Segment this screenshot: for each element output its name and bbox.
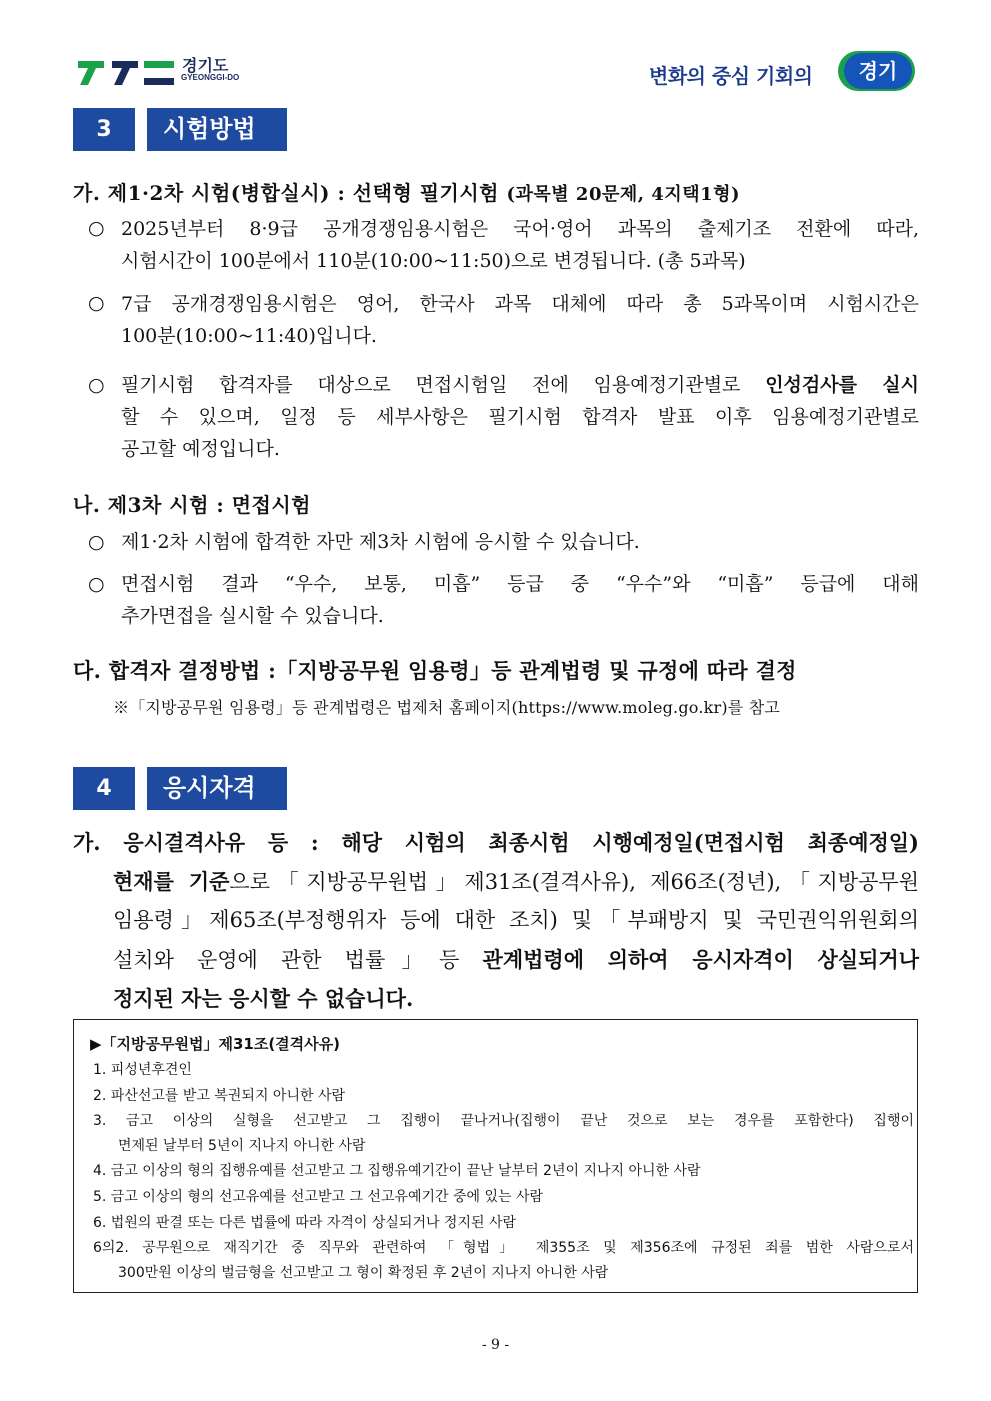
bullet-icon: ○ [88, 573, 105, 595]
section-number: 3 [73, 108, 135, 151]
logo-text: 경기도 [182, 56, 229, 75]
gyeonggi-logo-icon [76, 58, 176, 92]
qualification-line: 임용령」제65조(부정행위자 등에 대한 조치) 및「부패방지 및 국민권익위원회의 [113, 908, 919, 932]
paragraph: 제1·2차 시험에 합격한 자만 제3차 시험에 응시할 수 있습니다. [121, 531, 640, 553]
qualification-line: 가. 응시결격사유 등 : 해당 시험의 최종시험 시행예정일(면접시험 최종예정일) [73, 830, 919, 855]
list-item: 4. 금고 이상의 형의 집행유예를 선고받고 그 집행유예기간이 끝난 날부터 2년이 지나지 아니한 사람 [93, 1163, 701, 1179]
list-item: 면제된 날부터 5년이 지나지 아니한 사람 [118, 1138, 366, 1154]
paragraph: 할 수 있으며, 일정 등 세부사항은 필기시험 합격자 발표 이후 임용예정기관별로 [121, 406, 919, 428]
bullet-icon: ○ [88, 292, 105, 314]
list-item: 3. 금고 이상의 실형을 선고받고 그 집행이 끝나거나(집행이 끝난 것으로 보는 경우를 포함한다) 집행이 [93, 1113, 914, 1129]
list-item: 1. 피성년후견인 [93, 1062, 192, 1078]
paragraph: 면접시험 결과 “우수, 보통, 미흡” 등급 중 “우수”와 “미흡” 등급에 대해 [121, 573, 919, 595]
paragraph: 추가면접을 실시할 수 있습니다. [121, 605, 384, 627]
bullet-icon: ○ [88, 217, 105, 239]
subsection-heading: 다. 합격자 결정방법 :「지방공무원 임용령」등 관계법령 및 규정에 따라 결정 [73, 658, 797, 683]
bullet-icon: ○ [88, 374, 105, 396]
paragraph: 7급 공개경쟁임용시험은 영어, 한국사 과목 대체에 따라 총 5과목이며 시험시간은 [121, 293, 919, 315]
paragraph: 시험시간이 100분에서 110분(10:00~11:50)으로 변경됩니다. (총 5과목) [121, 250, 746, 272]
list-item: 5. 금고 이상의 형의 선고유예를 선고받고 그 선고유예기간 중에 있는 사람 [93, 1189, 544, 1205]
subsection-heading: 나. 제3차 시험 : 면접시험 [73, 493, 311, 517]
list-item: 300만원 이상의 벌금형을 선고받고 그 형이 확정된 후 2년이 지나지 아니한 사람 [118, 1265, 609, 1281]
paragraph: 필기시험 합격자를 대상으로 면접시험일 전에 임용예정기관별로 인성검사를 실시 [121, 374, 920, 396]
section-title: 응시자격 [147, 767, 287, 810]
slogan-badge: 경기 [844, 53, 912, 89]
section-title: 시험방법 [147, 108, 287, 151]
logo-subtext: GYEONGGI-DO [181, 73, 240, 82]
subsection-heading: 가. 제1·2차 시험(병합실시) : 선택형 필기시험 (과목별 20문제, 4지택1형) [73, 181, 741, 205]
list-item: 2. 파산선고를 받고 복권되지 아니한 사람 [93, 1088, 345, 1104]
qualification-line: 현재를 기준으로「지방공무원법」제31조(결격사유), 제66조(정년),「지방공무원 [113, 869, 919, 894]
qualification-line: 정지된 자는 응시할 수 없습니다. [113, 986, 414, 1011]
slogan: 변화의 중심 기회의 [649, 64, 813, 88]
box-title: ▶「지방공무원법」제31조(결격사유) [90, 1035, 341, 1053]
paragraph: 2025년부터 8·9급 공개경쟁임용시험은 국어·영어 과목의 출제기조 전환에 따라, [121, 218, 919, 240]
section-number: 4 [73, 767, 135, 810]
page-number: - 9 - [481, 1337, 510, 1353]
list-item: 6의2. 공무원으로 재직기간 중 직무와 관련하여 「형법」 제355조 및 제356조에 규정된 죄를 범한 사람으로서 [93, 1240, 914, 1256]
reference-note: ※「지방공무원 임용령」등 관계법령은 법제처 홈페이지(https://www.moleg.go.kr)를 참고 [113, 698, 781, 717]
bullet-icon: ○ [88, 531, 105, 553]
paragraph: 공고할 예정입니다. [121, 438, 280, 460]
list-item: 6. 법원의 판결 또는 다른 법률에 따라 자격이 상실되거나 정지된 사람 [93, 1215, 517, 1231]
paragraph: 100분(10:00~11:40)입니다. [121, 325, 377, 347]
qualification-line: 설치와 운영에 관한 법률」등 관계법령에 의하여 응시자격이 상실되거나 [113, 947, 919, 972]
